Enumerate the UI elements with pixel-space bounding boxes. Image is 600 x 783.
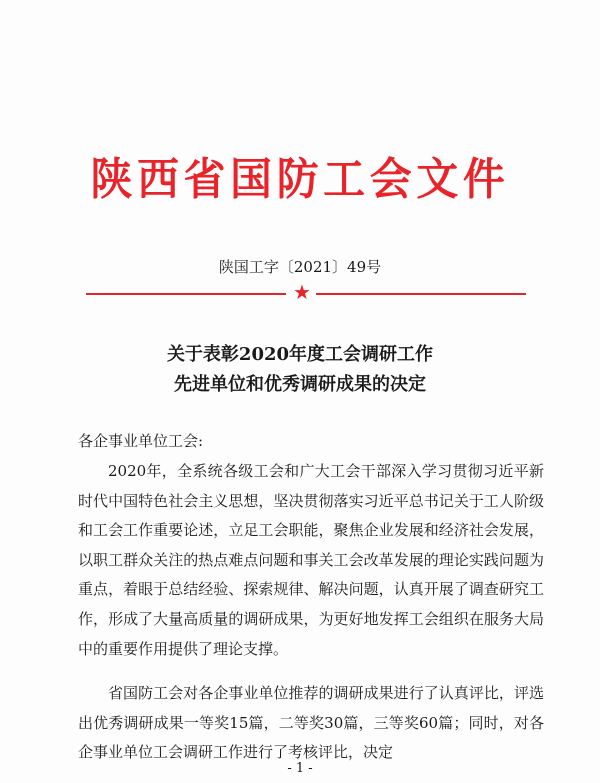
salutation: 各企事业单位工会:	[78, 432, 204, 450]
body-paragraph-2: 省国防工会对各企事业单位推荐的调研成果进行了认真评比，评选出优秀调研成果一等奖15篇，二等奖30篇，三等奖60篇；同时，对各企事业单位工会调研工作进行了考核评比，决定	[78, 684, 544, 762]
document-header-title: 陕西省国防工会文件	[90, 154, 510, 205]
red-divider-left	[86, 293, 286, 295]
red-divider-right	[316, 293, 526, 295]
document-number: 陕国工字〔2021〕49号	[218, 258, 382, 276]
body-paragraph-1: 2020年，全系统各级工会和广大工会干部深入学习贯彻习近平新时代中国特色社会主义思想，坚决贯彻落实习近平总书记关于工人阶级和工会工作重要论述，立足工会职能，聚焦企业发展和经济社会发展，以职工群众关注的热点难点问题和事关工会改革发展的理论实践问题为重点，着眼于总结经验、探索规律、解决问题，认真开展了调查研究工作，形成了大量高质量的调研成果，为更好地发挥工会组织在服务大局中的重要作用提供了理论支撑。	[78, 462, 544, 658]
subject-line-2: 先进单位和优秀调研成果的决定	[174, 374, 426, 395]
star-icon: ★	[293, 280, 311, 304]
page-number: - 1 -	[287, 761, 313, 776]
subject-line-1: 关于表彰2020年度工会调研工作	[166, 344, 434, 365]
